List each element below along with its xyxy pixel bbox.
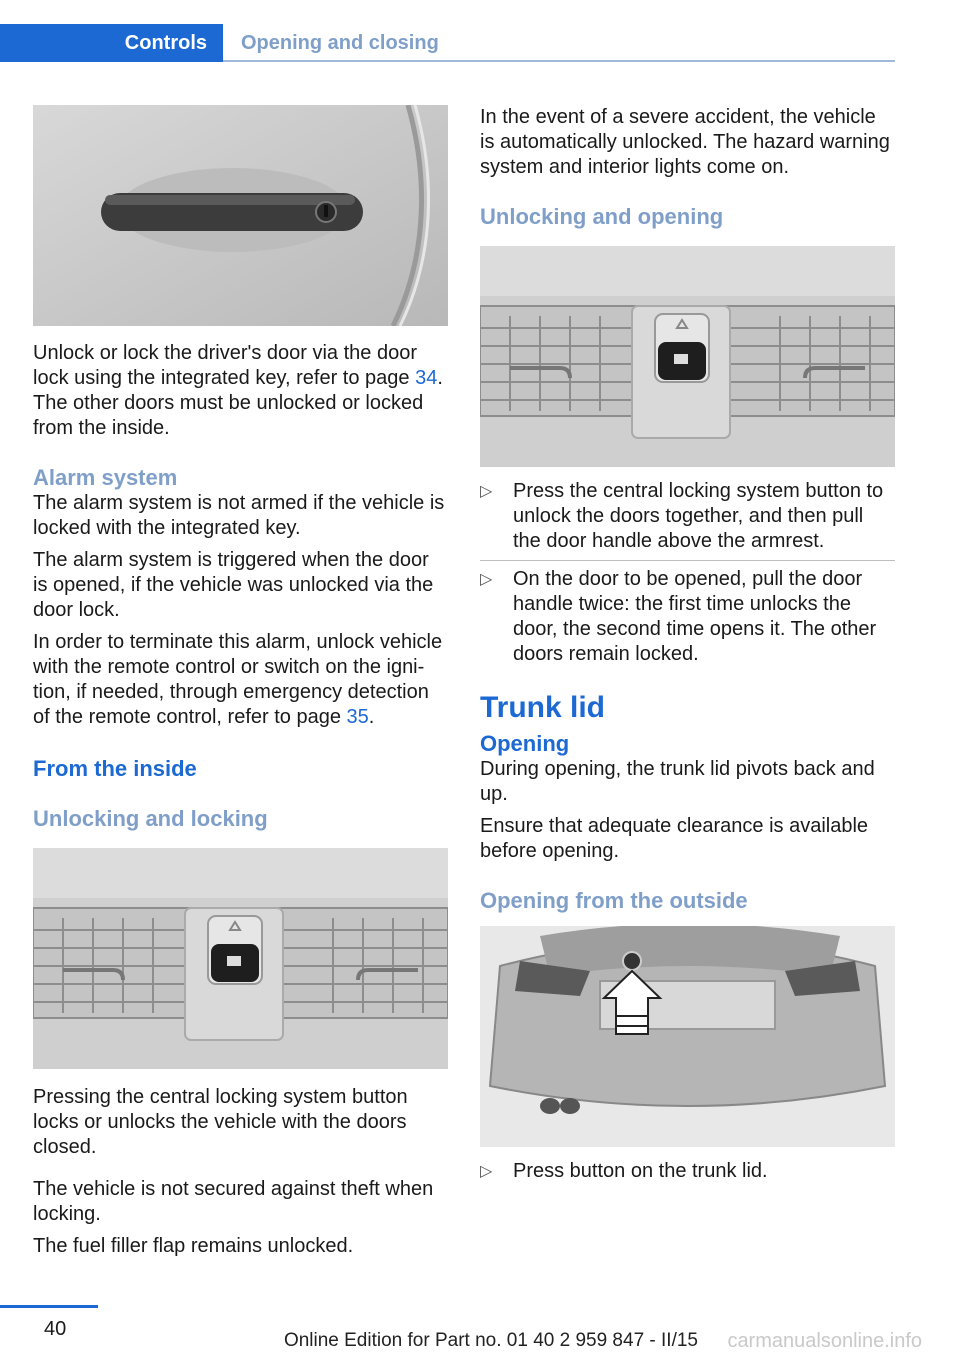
alarm-system-heading: Alarm system	[33, 465, 178, 490]
list-item	[480, 560, 895, 667]
triangle-bullet-icon: ▷	[480, 1163, 493, 1180]
triangle-bullet-icon: ▷	[480, 483, 493, 500]
trunk-lid-heading: Trunk lid	[480, 691, 606, 724]
unlock-steps-list	[480, 479, 895, 667]
opening-heading: Opening	[480, 731, 570, 756]
press-paragraph: Pressing the central locking system button locks or unlocks the vehicle with the doors closed.	[33, 1086, 408, 1158]
unlocking-locking-heading: Unlocking and locking	[33, 806, 268, 831]
central-lock-button-image	[33, 848, 448, 1069]
door-handle-image	[33, 105, 448, 326]
header-rule	[223, 60, 895, 62]
triangle-bullet-icon: ▷	[480, 571, 493, 588]
fuel-paragraph: The fuel filler flap remains unlocked.	[33, 1235, 354, 1257]
theft-paragraph: The vehicle is not secured against theft when locking.	[33, 1178, 434, 1225]
alarm-paragraph-3	[33, 630, 448, 730]
edition-text: Online Edition for Part no. 01 40 2 959 847 - II/15	[283, 1330, 698, 1351]
unlock-paragraph	[33, 341, 448, 441]
trunk-steps-list	[480, 1159, 895, 1184]
page-link-34[interactable]: 34	[415, 367, 438, 389]
subsection-tab[interactable]: Opening and closing	[241, 32, 439, 54]
page-link-35[interactable]: 35	[346, 706, 369, 728]
pivot-paragraph: During opening, the trunk lid pivots back and up.	[480, 758, 875, 805]
right-column	[480, 105, 895, 1184]
from-inside-heading: From the inside	[33, 756, 197, 781]
accident-paragraph: In the event of a severe accident, the vehicle is automatically unlocked. The hazard warning system and interior lights come on.	[480, 106, 890, 178]
opening-outside-heading: Opening from the outside	[480, 888, 748, 913]
alarm-text: In order to terminate this alarm, unlock vehicle with the remote control or switch on the igni‐ tion, if needed, through emergency detection of the remote control, refer to page	[33, 631, 443, 728]
alarm-text-end: .	[368, 706, 375, 728]
list-item	[480, 479, 895, 554]
section-tab[interactable]: Controls	[0, 24, 223, 62]
clearance-paragraph: Ensure that adequate clearance is available before opening.	[480, 815, 869, 862]
unlock-text: Unlock or lock the driver's door via the door lock using the integrated key, refer to page	[33, 342, 417, 389]
central-lock-button-image-2	[480, 246, 895, 467]
list-item	[480, 1159, 895, 1184]
page-number: 40	[44, 1318, 67, 1340]
footer-rule	[0, 1305, 98, 1308]
page-header	[0, 24, 895, 62]
unlock-text-end: . The other doors must be unlocked or locked from the inside.	[33, 367, 443, 439]
alarm-paragraph-2: The alarm system is triggered when the door is opened, if the vehicle was unlocked via the door lock.	[33, 549, 434, 621]
watermark: carmanualsonline.info	[727, 1330, 922, 1352]
trunk-lid-image	[480, 926, 895, 1147]
list-item-text: Press the central locking system button to unlock the doors together, and then pull the door handle above the armrest.	[513, 480, 884, 552]
list-item-text: Press button on the trunk lid.	[513, 1160, 768, 1182]
left-column	[33, 105, 448, 1259]
list-item-text: On the door to be opened, pull the door handle twice: the first time unlocks the door, the second time opens it. The other doors remain locked.	[513, 568, 877, 665]
unlocking-opening-heading: Unlocking and opening	[480, 204, 724, 229]
alarm-paragraph-1: The alarm system is not armed if the vehicle is locked with the integrated key.	[33, 492, 445, 539]
